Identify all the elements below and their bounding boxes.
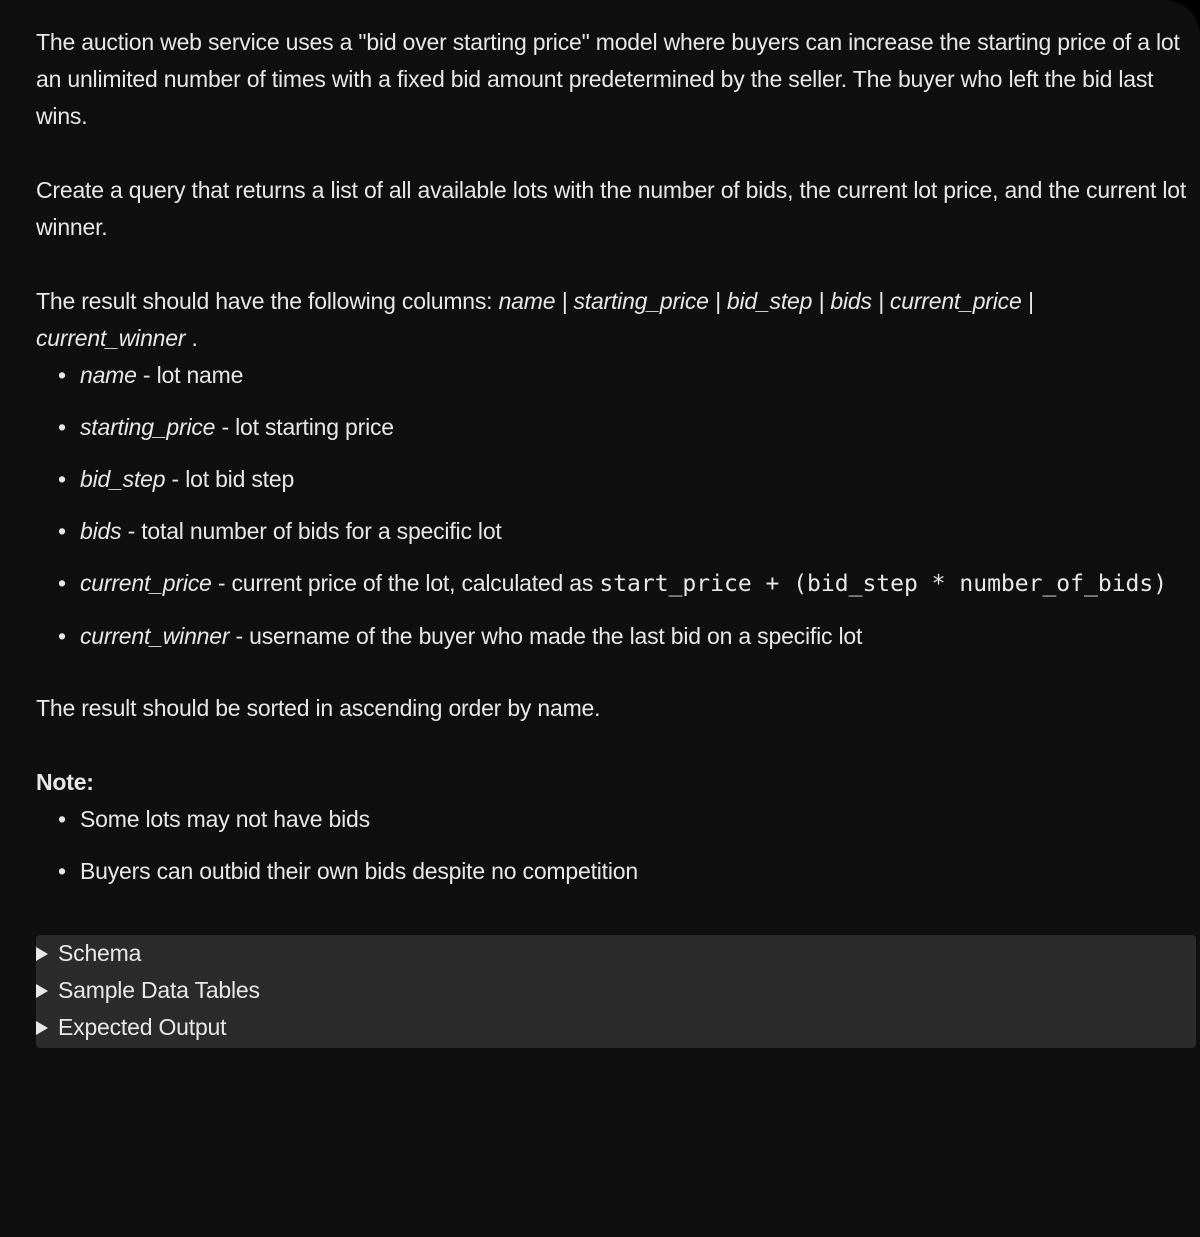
- sort-paragraph: The result should be sorted in ascending order by name.: [36, 695, 601, 721]
- expected-output-label: Expected Output: [58, 1014, 227, 1040]
- column-def-name: current_winner: [80, 623, 230, 649]
- column-def-desc: - current price of the lot, calculated as: [211, 570, 600, 596]
- note-heading: Note:: [36, 769, 94, 795]
- column-def-name: bid_step: [80, 466, 166, 492]
- schema-toggle[interactable]: [36, 935, 1196, 972]
- expand-triangle-icon: [36, 947, 48, 961]
- column-def-name: name: [80, 362, 137, 388]
- column-def-name: bids: [80, 518, 122, 544]
- column-def-desc: - lot name: [136, 362, 244, 388]
- columns-prefix: The result should have the following columns:: [36, 288, 499, 314]
- column-def-desc: - total number of bids for a specific lot: [121, 518, 502, 544]
- column-def-item: [58, 357, 1188, 394]
- column-def-desc: - lot starting price: [215, 414, 394, 440]
- note-list: [36, 801, 1188, 890]
- sample-data-tables-toggle[interactable]: [36, 972, 1196, 1009]
- note-item: • Some lots may not have bids: [58, 801, 1188, 838]
- collapsible-sections: [36, 935, 1196, 1048]
- task-paragraph: Create a query that returns a list of all available lots with the number of bids, the current lot price, and the current lot winner.: [36, 177, 1187, 240]
- column-def-item: [58, 618, 1188, 655]
- column-def-name: starting_price: [80, 414, 216, 440]
- sample-data-tables-label: Sample Data Tables: [58, 977, 260, 1003]
- column-def-desc: - lot bid step: [165, 466, 295, 492]
- expand-triangle-icon: [36, 984, 48, 998]
- column-def-item: [58, 513, 1188, 550]
- column-definitions-list: [36, 357, 1188, 655]
- columns-suffix: .: [185, 325, 198, 351]
- note-item: • Buyers can outbid their own bids despite no competition: [58, 853, 1188, 890]
- column-def-item: [58, 461, 1188, 498]
- column-def-desc: - username of the buyer who made the last bid on a specific lot: [229, 623, 863, 649]
- intro-paragraph: The auction web service uses a "bid over starting price" model where buyers can increase the starting price of a lot an unlimited number of times with a fixed bid amount predetermined by the seller. The buyer who left the bid last wins.: [36, 29, 1180, 129]
- expected-output-toggle[interactable]: [36, 1009, 1196, 1046]
- current-price-formula: start_price + (bid_step * number_of_bids): [599, 571, 1168, 597]
- column-def-item: [58, 409, 1188, 446]
- columns-list: name | starting_price | bid_step | bids | current_price | current_winner: [36, 288, 1034, 351]
- column-def-name: current_price: [80, 570, 212, 596]
- expand-triangle-icon: [36, 1021, 48, 1035]
- schema-label: Schema: [58, 940, 142, 966]
- columns-paragraph: [36, 283, 1188, 357]
- column-def-item: [58, 565, 1188, 603]
